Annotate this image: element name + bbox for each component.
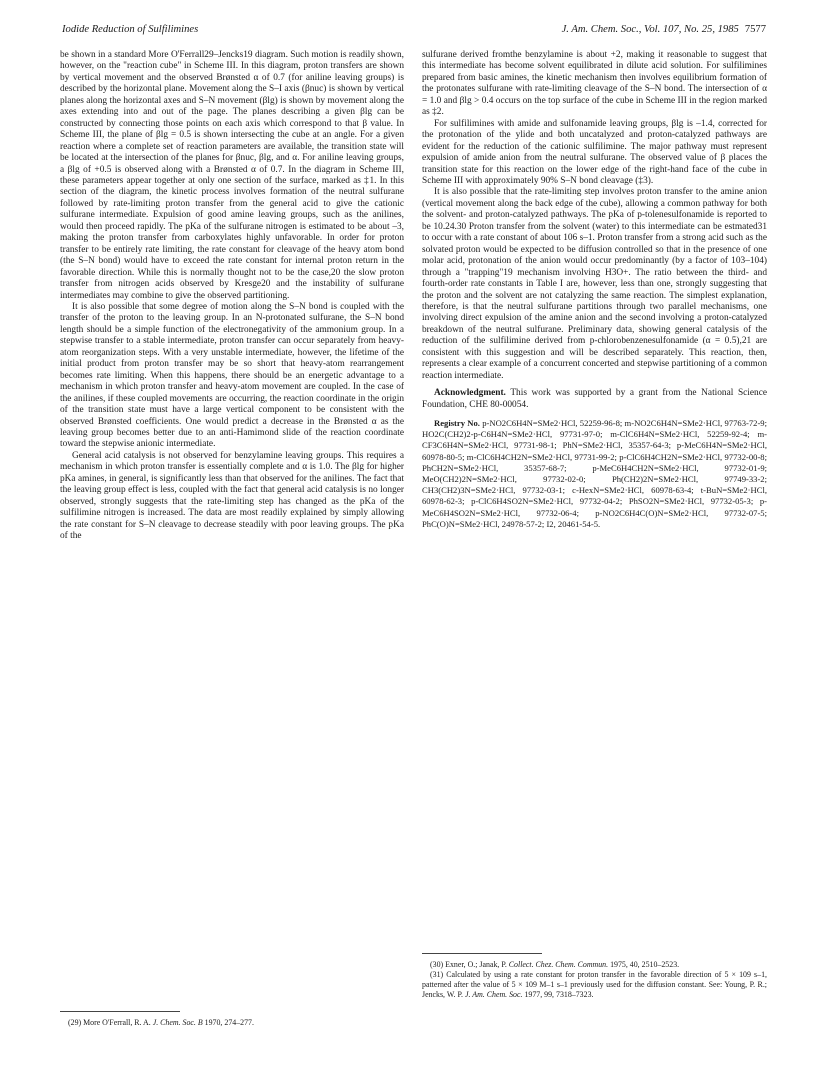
footnote-text: 1977, 99, 7318–7323.	[522, 989, 594, 999]
footnote	[60, 1018, 404, 1028]
page-number: 7577	[744, 24, 766, 35]
footnote	[422, 960, 767, 970]
running-header	[62, 24, 766, 40]
footnote-text: (30) Exner, O.; Janak, P.	[430, 960, 509, 969]
footnotes-left	[60, 1018, 404, 1028]
paragraph: General acid catalysis is not observed for benzylamine leaving groups. This requires a mechanism in which proton transfer is essentially complete and α is 1.0. The βlg for higher pKa amines, in general, is significantly less than that observed for the anilines. The fact that the leaving group effect is less, coupled with the fact that general acid catalysis is no longer observed, strongly suggests that the rate-limiting step has changed as the pKa of the sulfilimine nitrogen is increased. The data are most readily explained by simply allowing the rate constant for S–N cleavage to decrease steadily with poor leaving groups. The pKa of the	[60, 450, 404, 542]
registry-text: p-NO2C6H4N=SMe2·HCl, 52259-96-8; m-NO2C6H4N=SMe2·HCl, 97763-72-9; HO2C(CH2)2-p-C6H4N=SMe2·HCl, 97731-97-0; m-ClC6H4N=SMe2·HCl, 52259-92-4; m-CF3C6H4N=SMe2·HCl, 97731-98-1; PhN=SMe2·HCl, 35357-64-3; p-MeC6H4N=SMe2·HCl, 60978-80-5; m-ClC6H4CH2N=SMe2·HCl, 97731-99-2; p-ClC6H4CH2N=SMe2·HCl, 97732-00-8; PhCH2N=SMe2·HCl, 35357-68-7; p-MeC6H4CH2N=SMe2·HCl, 97732-01-9; MeO(CH2)2N=SMe2·HCl, 97732-02-0; Ph(CH2)2N=SMe2·HCl, 97749-33-2; CH3(CH2)3N=SMe2·HCl, 97732-03-1; c-HexN=SMe2·HCl, 60978-63-4; t-BuN=SMe2·HCl, 60978-62-3; p-ClC6H4SO2N=SMe2·HCl, 97732-04-2; PhSO2N=SMe2·HCl, 97732-05-3; p-MeC6H4SO2N=SMe2·HCl, 97732-06-4; p-NO2C6H4C(O)N=SMe2·HCl, 97732-07-5; PhC(O)N=SMe2·HCl, 24978-57-2; I2, 20461-54-5.	[422, 418, 767, 529]
footnote-text: (31) Calculated by using a rate constant for proton transfer in the favorable direction of 5 × 109 s–1, patterned after the value of 5 × 109 M–1 s–1 previously used for the diffusion constant. See: Young, P. R.; Jencks, W. P.	[422, 969, 767, 999]
running-title: Iodide Reduction of Sulfilimines	[62, 24, 199, 35]
paragraph: It is also possible that some degree of motion along the S–N bond is coupled with the transfer of the proton to the leaving group. In an N-protonated sulfurane, the S–N bond length should be a simple function of the electronegativity of the ammonium group. In a stepwise transfer to a stable intermediate, proton transfer can occur separately from heavy-atom reorganization steps. With a very unstable intermediate, however, the lifetime of the initial product from proton transfer may be so short that heavy-atom rearrangement becomes rate limiting. When this happens, there should be an energetic advantage to a mechanism in which proton transfer and heavy-atom movement are coupled. In the case of the anilines, if these coupled movements are occurring, the reaction coordinate in the origin of the transition state must have a large vertical component to be consistent with the observed Brønsted coefficients. One would predict a decrease in the Brønsted α as the leaving group becomes better due to an anti-Hamimond slide of the reaction coordinate toward the stepwise anionic intermediate.	[60, 301, 404, 450]
footnote-journal: Collect. Chez. Chem. Commun.	[508, 960, 609, 969]
paragraph: be shown in a standard More O'Ferrall29–Jencks19 diagram. Such motion is readily shown, however, on the "reaction cube" in Scheme III. In this diagram, proton transfers are shown by vertical movement and the observed Brønsted α of 0.7 (for aniline leaving groups) is described by the horizontal plane. Movement along the S–I axis (βnuc) is shown by vertical planes along the horizontal axes and S–N movement (βlg) is shown by movement along the axes extending into and out of the page. The planes describing a given βlg can be constructed by connecting those points on each axis which correspond to that β value. In Scheme III, the plane of βlg = 0.5 is shown intersecting the cube at an angle. For a given reaction where a complete set of reaction parameters are available, the transition state will be located at the intersection of the planes for βnuc, βlg, and α. For aniline leaving groups, a βlg of +0.5 is observed along with a Brønsted α of 0.7. In the diagram in Scheme III, these parameters appear together at only one section of the surface, marked as ‡1. In this section of the diagram, the kinetic process involves formation of the neutral sulfurane followed by rate-limiting proton transfer from the general acid to give the cationic sulfurane intermediate. Expulsion of good amine leaving groups, such as the anilines, would then proceed rapidly. The pKa of the sulfurane nitrogen is estimated to be about –3, making the proton transfer from carboxylates highly unfavorable. In order for proton transfer to be entirely rate limiting, the rate constant for cleavage of the heavy atom bond (the S–N bond) would have to exceed the rate constant for internal proton return in the favorable direction. While this is normally thought not to be the case,20 the slow proton transfer from nitrogen acids observed by Kresge20 and the instability of sulfurane intermediates may combine to give the observed partitioning.	[60, 50, 404, 301]
footnote-journal: J. Chem. Soc. B	[152, 1018, 203, 1027]
acknowledgment	[422, 388, 767, 411]
acknowledgment-text: This work was supported by a grant from the National Science Foundation, CHE 80-00054.	[422, 388, 767, 410]
footnotes-right	[422, 960, 767, 1000]
right-column	[422, 50, 767, 530]
journal-name: J. Am. Chem. Soc., Vol. 107, No. 25, 1985	[561, 24, 739, 35]
footnote-text: (29) More O'Ferrall, R. A.	[68, 1018, 153, 1027]
left-column	[60, 50, 404, 542]
acknowledgment-heading: Acknowledgment.	[434, 388, 506, 399]
footnote-divider	[60, 1011, 180, 1012]
footnote-text: 1970, 274–277.	[202, 1018, 254, 1027]
paragraph: sulfurane derived fromthe benzylamine is about +2, making it reasonable to suggest that this intermediate has become solvent equilibrated in dilute acid solution. For sulfilimines prepared from basic amines, the kinetic mechanism then involves equilibrium formation of the protonates sulfurane with rate-limiting cleavage of the S–N bond. The intersection of α = 1.0 and βlg > 0.4 occurs on the top surface of the cube in Scheme III in the region marked as ‡2.	[422, 50, 767, 118]
journal-citation	[562, 24, 766, 35]
footnote-journal: J. Am. Chem. Soc.	[464, 989, 523, 999]
paragraph: For sulfilimines with amide and sulfonamide leaving groups, βlg is –1.4, corrected for the protonation of the ylide and both uncatalyzed and proton-catalyzed pathways are evident for the reduction of the cationic sulfilimine. The major pathway must represent expulsion of amide anion from the neutral sulfurane. The observed value of β places the transition state for this reaction on the lower edge of the right-hand face of the cube in Scheme III with approximately 90% S–N bond cleavage (‡3).	[422, 118, 767, 186]
footnote-text: 1975, 40, 2510–2523.	[608, 960, 680, 969]
registry-heading: Registry No.	[434, 418, 480, 429]
footnote-divider	[422, 953, 542, 954]
registry-numbers	[422, 418, 767, 530]
paragraph: It is also possible that the rate-limiting step involves proton transfer to the amine anion (vertical movement along the back edge of the cube), allowing a common pathway for both the solvent- and proton-catalyzed pathways. The pKa of p-tolenesulfonamide is reported to be 10.24.30 Proton transfer from the solvent (water) to this intermediate can be estmated31 to occur with a rate constant of about 106 s–1. Proton transfer from a strong acid such as the solvated proton would be expected to be diffusion controlled so that in the presence of one molar acid, protonation of the anion would occur predominantly (by a factor of 103–104) through a "trapping"19 mechanism involving H3O+. The ratio between the third- and fourth-order rate constants in Table I are, however, less than one, strongly suggesting that the proton and the solvent are not catalyzing the same reaction. The simplest explanation, therefore, is that the neutral sulfurane partitions through two parallel mechanisms, one involving direct expulsion of the amine anion and the second involving a proton-catalyzed breakdown of the neutral sulfurane. Preliminary data, showing general catalysis of the reduction of the sulfilimine derived from p-chlorobenzenesulfonamide (α = 0.5),21 are consistent with this suggestion and will be described separately. This reaction, then, represents a clear example of a concurrent concerted and stepwise partitioning of a common reaction intermediate.	[422, 187, 767, 381]
footnote	[422, 970, 767, 1000]
